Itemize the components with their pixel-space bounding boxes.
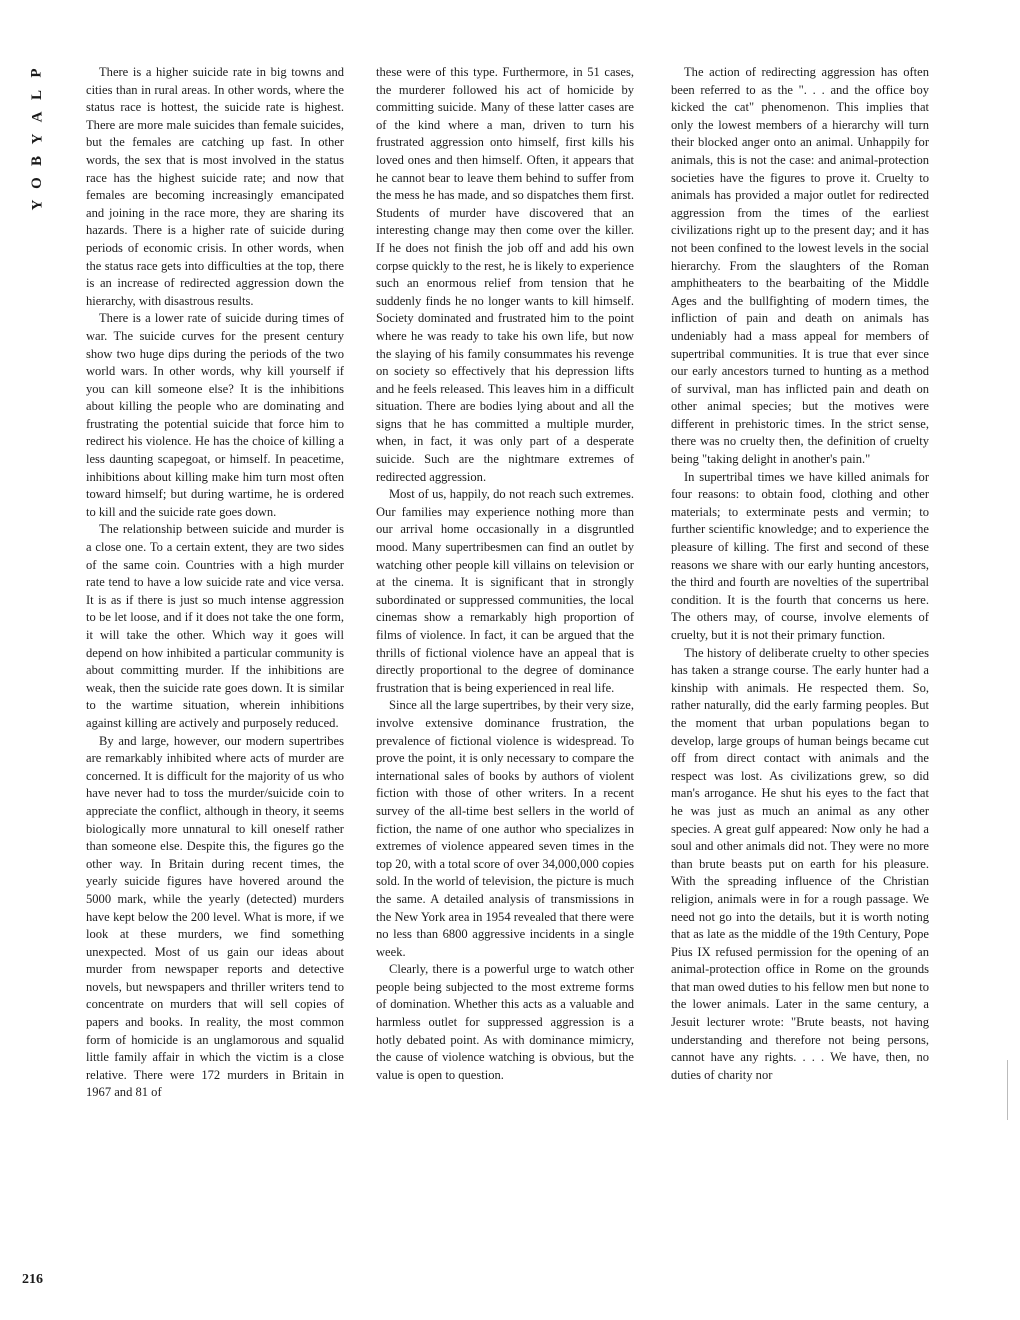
paragraph: In supertribal times we have killed animals for four reasons: to obtain food, clothing and other materials; to exterminate pests and vermin; to further scientific knowledge; and to experience the pleasure of killing. The first and second of these reasons we share with our early hunting ancestors, the third and fourth are novelties of the supertribal condition. It is the fourth that concerns us here. The others may, of course, involve elements of cruelty, but it is not their primary function. [671,469,929,642]
paragraph: Most of us, happily, do not reach such extremes. Our families may experience nothing more than our arrival home occasionally in a disgruntled mood. Many supertribesmen can find an outlet by watching other people kill villains on television or at the cinema. It is significant that in strongly subordinated or suppressed communities, the local cinemas show a remarkably high proportion of films of violence. In fact, it can be argued that the thrills of fictional violence have an appeal that is directly proportional to the degree of dominance frustration that is being experienced in real life. [376,487,634,695]
text-column-1 [86,64,344,1102]
paragraph: these were of this type. Furthermore, in 51 cases, the murderer followed his act of homicide by committing suicide. Many of these latter cases are of the kind where a man, driven to turn his frustrated aggression onto himself, first kills his loved ones and then himself. Often, it appears that he cannot bear to leave them behind to suffer from the mess he has made, and so dispatches them first. Students of murder have discovered that an interesting change may then come over the killer. If he does not finish the job off and add his own corpse quickly to the rest, he is likely to experience such an enormous relief from tension that he suddenly finds he no longer wants to kill himself. Society dominated and frustrated him to the point where he was ready to take his own life, but now the slaying of his family consummates his revenge on society so effectively that his depression lifts and he feels released. This leaves him in a difficult situation. There are bodies lying about and all the signs that he has committed a multiple murder, when, in fact, it was only part of a desperate suicide. Such are the nightmare extremes of redirected aggression. [376,65,634,484]
page-number: 216 [22,1272,43,1287]
paragraph: The relationship between suicide and murder is a close one. To a certain extent, they are two sides of the same coin. Countries with a high murder rate tend to have a low suicide rate and vice versa. It is as if there is just so much intense aggression to be let loose, and if it does not take the one form, it will take the other. Which way it goes will depend on how inhibited a particular community is about committing murder. If the inhibitions are weak, then the suicide rate goes down. It is similar to the wartime situation, wherein inhibitions against killing are actively and purposely reduced. [86,522,344,730]
masthead-letter: A [29,111,45,123]
masthead-letter: Y [29,133,45,145]
masthead-letter: P [28,68,45,78]
paragraph: Clearly, there is a powerful urge to watch other people being subjected to the most extreme forms of domination. Whether this acts as a valuable and harmless outlet for suppressed aggression is a hotly debated point. As with dominance mimicry, the cause of violence watching is obvious, but the value is open to question. [376,962,634,1082]
paragraph: Since all the large supertribes, by their very size, involve extensive dominance frustration, the prevalence of fictional violence is widespread. To prove the point, it is only necessary to compare the international sales of books by authors of violent fiction with those of other writers. In a recent survey of the all-time best sellers in the world of fiction, the name of one author who specializes in extremes of violence appeared seven times in the top 20, with a total score of over 34,000,000 copies sold. In the world of television, the picture is much the same. A detailed analysis of transmissions in the New York area in 1954 revealed that there were no less than 6800 aggressive incidents in a single week. [376,698,634,959]
text-column-2 [376,64,634,1084]
text-column-3 [671,64,929,1084]
paragraph: The history of deliberate cruelty to other species has taken a strange course. The early hunter had a kinship with animals. He respected them. So, rather naturally, did the early farming peoples. But the moment that urban populations began to develop, large groups of human beings became cut off from direct contact with animals and the respect was lost. As civilizations grew, so did man's arrogance. He shut his eyes to the fact that he was just as much an animal as any other species. A great gulf appeared: Now only he had a soul and other animals did not. They were no more than brute beasts put on earth for his pleasure. With the spreading influence of the Christian religion, animals were in for a rough passage. We need not go into the details, but it is worth noting that as late as the middle of the 19th Century, Pope Pius IX refused permission for the opening of an animal-protection office in Rome on the grounds that man owed duties to his fellow men but none to the lower animals. Later in the same century, a Jesuit lecturer wrote: "Brute beasts, not having understanding and therefore not being persons, cannot have any rights. . . . We have, then, no duties of charity nor [671,645,929,1082]
masthead-letter: Y [29,199,45,211]
masthead-letter: L [28,89,45,101]
masthead-letter: O [28,177,45,189]
paragraph: The action of redirecting aggression has often been referred to as the ". . . and the office boy kicked the cat" phenomenon. This implies that only the lowest members of a hierarchy will turn their blocked anger onto an animal. Unhappily for animals, this is not the case: and animal-protection societies have the figures to prove it. Cruelty to animals has provided a major outlet for redirected aggression from the times of the earliest civilizations right up to the present day; and it has not been confined to the lowest levels in the social hierarchy. From the slaughters of the Roman amphitheaters to the bearbaiting of the Middle Ages and the bullfighting of modern times, the infliction of pain and death on animals has undeniably had a mass appeal for members of supertribal communities. It is true that ever since our early ancestors turned to hunting as a method of survival, man has inflicted pain and death on other animal species; but the motives were different in prehistoric times. In the strict sense, there was no cruelty then, the definition of cruelty being "taking delight in another's pain." [671,65,929,467]
masthead-letter: B [28,155,45,167]
paragraph: There is a higher suicide rate in big towns and cities than in rural areas. In other words, where the status race is hottest, the suicide rate is highest. There are more male suicides than female suicides, but the females are catching up fast. In other words, the sex that is most involved in the status race has the highest suicide rate; and now that females are becoming increasingly emancipated and joining in the race more, they are sharing its hazards. There is a higher rate of suicide during periods of economic crisis. In other words, when the status race gets into difficulties at the top, there is an increase of redirected aggression down the hierarchy, with disastrous results. [86,65,344,308]
scan-edge-line [1007,1060,1008,1120]
paragraph: There is a lower rate of suicide during times of war. The suicide curves for the present century show two huge dips during the periods of the two world wars. In other words, why kill yourself if you can kill someone else? It is the inhibitions about killing the people who are dominating and frustrating the potential suicide that force him to redirect his violence. He has the choice of killing a less daunting scapegoat, or himself. In peacetime, inhibitions about killing make him turn most often toward himself; but during wartime, he is ordered to kill and the suicide rate goes down. [86,311,344,519]
paragraph: By and large, however, our modern supertribes are remarkably inhibited where acts of murder are concerned. It is difficult for the majority of us who have never had to toss the murder/suicide coin to appreciate the conflict, although in theory, it seems biologically more unnatural to kill oneself rather than someone else. Despite this, the figures go the other way. In Britain during recent times, the yearly suicide figures have hovered around the 5000 mark, while the yearly (detected) murders have kept below the 200 level. What is more, if we look at these murders, we find something unexpected. Most of us gain our ideas about murder from newspaper reports and detective novels, but newspapers and thriller writers tend to concentrate on murders that will sell copies of papers and books. In reality, the most common form of homicide is an unglamorous and squalid little family affair in which the victim is a close relative. There were 172 murders in Britain in 1967 and 81 of [86,733,344,1100]
masthead-vertical [26,62,48,216]
